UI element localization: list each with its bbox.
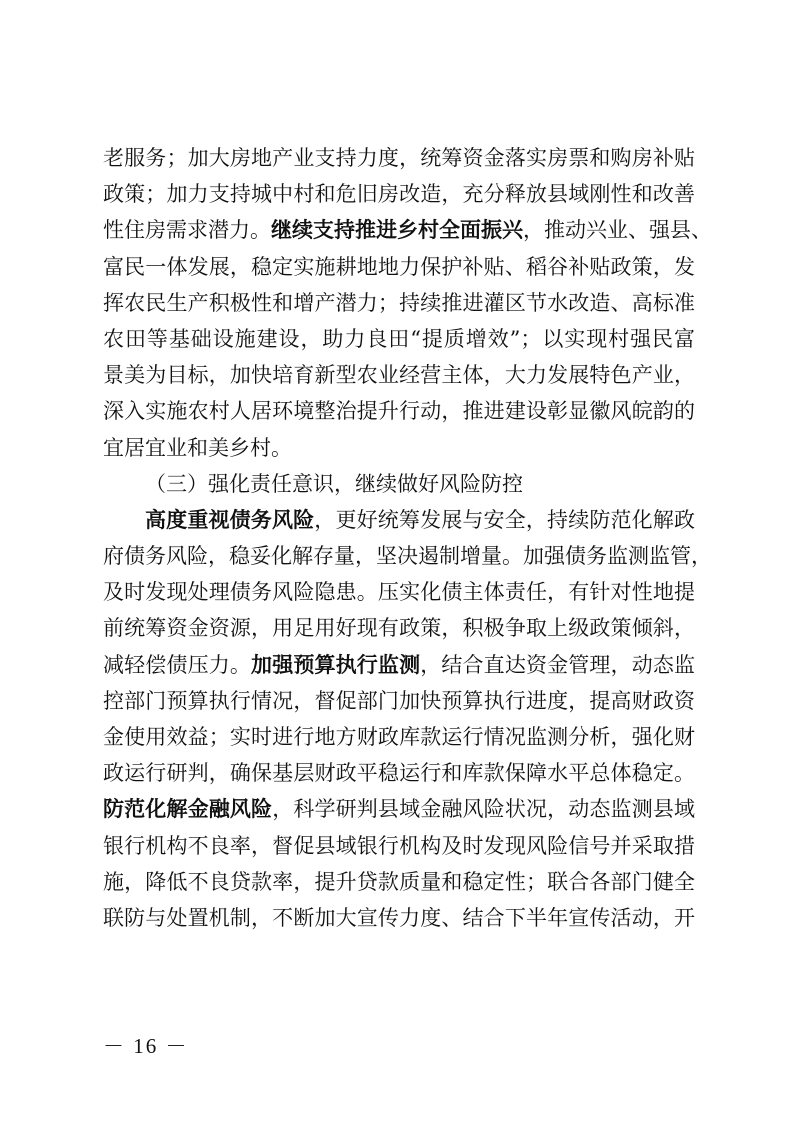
text-line-17: 金使用效益；实时进行地方财政库款运行情况监测分析，强化财 — [103, 725, 695, 749]
text-line-11: 高度重视债务风险，更好统筹发展与安全，持续防范化解政 — [145, 506, 695, 532]
text-line-2: 政策；加力支持城中村和危旧房改造，充分释放县域刚性和改善 — [103, 182, 695, 207]
document-body — [103, 140, 712, 936]
text-line-8: 深入实施农村人居环境整治提升行动，推进建设彰显徽风皖韵的 — [103, 399, 695, 424]
text-line-14: 前统筹资金资源，用足用好现有政策，积极争取上级政策倾斜， — [103, 616, 695, 641]
text-line-19: 防范化解金融风险，科学研判县域金融风险状况，动态监测县域 — [103, 796, 696, 822]
emphasis-rural-revitalization: 继续支持推进乡村全面振兴 — [271, 217, 523, 243]
text-line-18: 政运行研判，确保基层财政平稳运行和库款保障水平总体稳定。 — [103, 761, 695, 786]
emphasis-budget-monitoring: 加强预算执行监测 — [251, 651, 421, 677]
text-line-3: 性住房需求潜力。继续支持推进乡村全面振兴，推动兴业、强县、 — [103, 217, 712, 243]
text-line-15: 减轻偿债压力。加强预算执行监测，结合直达资金管理，动态监 — [103, 651, 696, 677]
text-line-4: 富民一体发展，稳定实施耕地地力保护补贴、稻谷补贴政策，发 — [103, 254, 695, 279]
section-heading: （三）强化责任意识，继续做好风险防控 — [145, 471, 523, 496]
text-line-16: 控部门预算执行情况，督促部门加快预算执行进度，提高财政资 — [103, 688, 695, 713]
text-line-7: 景美为目标，加快培育新型农业经营主体，大力发展特色产业， — [103, 363, 695, 388]
text-line-13: 及时发现处理债务风险隐患。压实化债主体责任，有针对性地提 — [103, 580, 695, 605]
emphasis-financial-risk: 防范化解金融风险 — [103, 796, 273, 822]
text-line-1: 老服务；加大房地产业支持力度，统筹资金落实房票和购房补贴 — [103, 146, 695, 170]
text-line-22: 联防与处置机制，不断加大宣传力度、结合下半年宣传活动，开 — [103, 905, 695, 930]
text-line-5: 挥农民生产积极性和增产潜力；持续推进灌区节水改造、高标准 — [103, 290, 695, 315]
text-line-21: 施，降低不良贷款率，提升贷款质量和稳定性；联合各部门健全 — [103, 869, 695, 894]
text-line-12: 府债务风险，稳妥化解存量，坚决遏制增量。加强债务监测监管， — [103, 544, 712, 569]
text-line-9: 宜居宜业和美乡村。 — [103, 435, 292, 460]
emphasis-debt-risk: 高度重视债务风险 — [145, 506, 315, 532]
page-number: － 16 － — [103, 1034, 189, 1058]
text-line-20: 银行机构不良率，督促县域银行机构及时发现风险信号并采取措 — [103, 833, 695, 858]
text-line-6: 农田等基础设施建设，助力良田“提质增效”；以实现村强民富 — [103, 326, 695, 351]
